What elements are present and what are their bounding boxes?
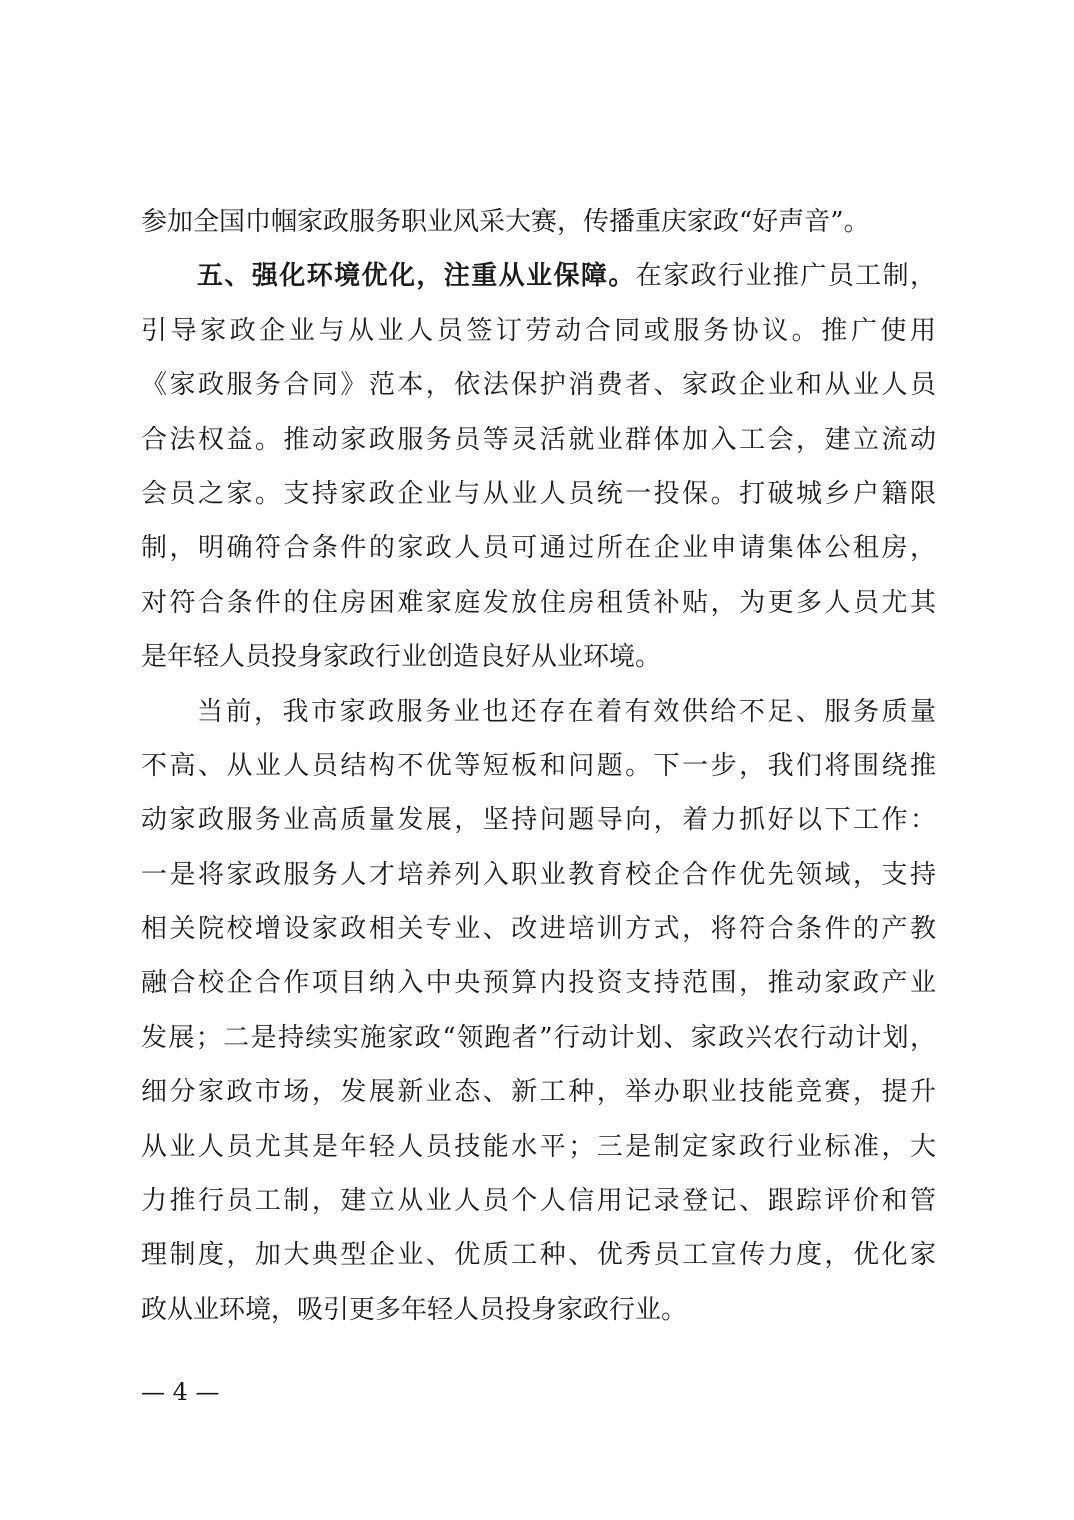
paragraph-2-line-7: 对符合条件的住房困难家庭发放住房租赁补贴，为更多人员尤其 [141, 587, 936, 618]
paragraph-3-line-5: 相关院校增设家政相关专业、改进培训方式，将符合条件的产教 [141, 914, 936, 945]
paragraph-2-line-3: 《家政服务合同》范本，依法保护消费者、家政企业和从业人员 [141, 370, 936, 401]
page-number: — 4 — [141, 1378, 220, 1406]
paragraph-3-line-6: 融合校企合作项目纳入中央预算内投资支持范围，推动家政产业 [141, 968, 936, 999]
paragraph-2-line-1 [141, 249, 936, 303]
paragraph-3-line-2: 不高、从业人员结构不优等短板和问题。下一步，我们将围绕推 [141, 750, 936, 781]
paragraph-1-line-1: 参加全国巾帼家政服务职业风采大赛，传播重庆家政“好声音”。 [141, 207, 870, 237]
paragraph-3-line-10: 力推行员工制，建立从业人员个人信用记录登记、跟踪评价和管 [141, 1186, 936, 1217]
paragraph-2-line-6: 制，明确符合条件的家政人员可通过所在企业申请集体公租房， [141, 533, 936, 564]
paragraph-2-line-4: 合法权益。推动家政服务员等灵活就业群体加入工会，建立流动 [141, 424, 936, 455]
paragraph-2-line-5: 会员之家。支持家政企业与从业人员统一投保。打破城乡户籍限 [141, 478, 936, 509]
paragraph-3-line-4: 一是将家政服务人才培养列入职业教育校企合作优先领域，支持 [141, 859, 936, 890]
body-text [141, 195, 936, 1337]
paragraph-3-line-1: 当前，我市家政服务业也还存在着有效供给不足、服务质量 [197, 696, 936, 727]
paragraph-3-line-9: 从业人员尤其是年轻人员技能水平；三是制定家政行业标准，大 [141, 1131, 936, 1162]
paragraph-2-line-8: 是年轻人员投身家政行业创造良好从业环境。 [141, 642, 662, 673]
paragraph-3-line-12: 政从业环境，吸引更多年轻人员投身家政行业。 [141, 1294, 688, 1325]
paragraph-3-line-8: 细分家政市场，发展新业态、新工种，举办职业技能竞赛，提升 [141, 1077, 936, 1108]
paragraph-3-line-3: 动家政服务业高质量发展，坚持问题导向，着力抓好以下工作： [141, 805, 936, 836]
paragraph-3-line-11: 理制度，加大典型企业、优质工种、优秀员工宣传力度，优化家 [141, 1240, 936, 1271]
paragraph-2-line-2: 引导家政企业与从业人员签订劳动合同或服务协议。推广使用 [141, 315, 936, 346]
section-heading: 五、强化环境优化，注重从业保障。 [197, 261, 636, 292]
paragraph-2-line-1-rest: 在家政行业推广员工制， [635, 261, 936, 292]
paragraph-3-line-7: 发展；二是持续实施家政“领跑者”行动计划、家政兴农行动计划， [141, 1022, 936, 1053]
